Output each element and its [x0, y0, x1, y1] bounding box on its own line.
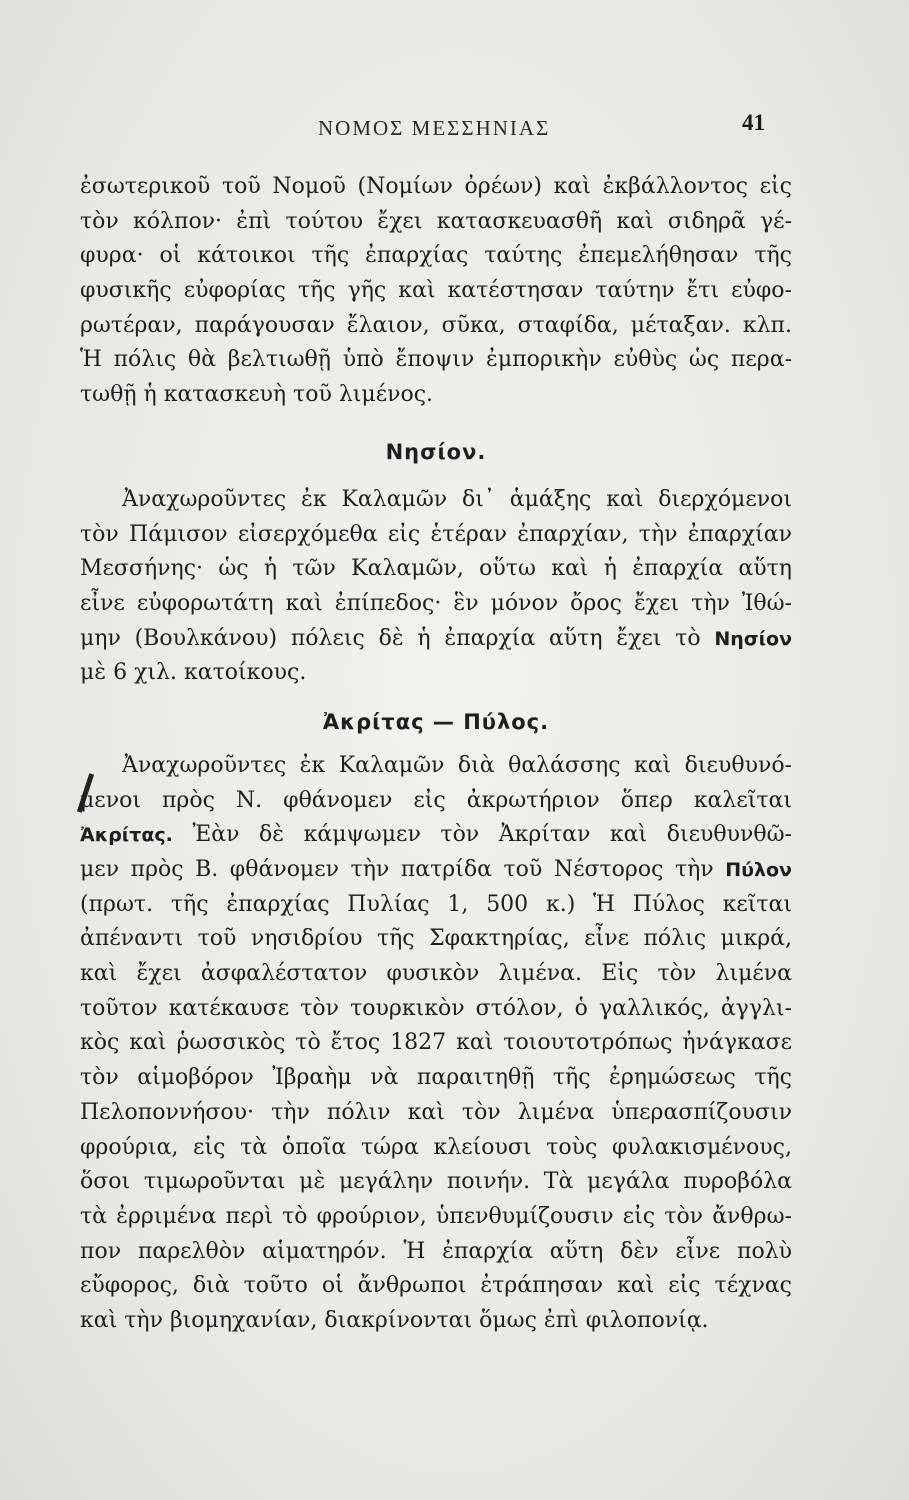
page-number: 41: [742, 110, 765, 135]
text-line: [80, 853, 792, 888]
text-line: ἐσωτερικοῦ τοῦ Νομοῦ (Νομίων ὀρέων) καὶ ἐκβάλλοντος εἰς: [80, 174, 792, 199]
text-line: μὲ 6 χιλ. κατοίκους.: [80, 660, 307, 686]
text-line: φυρα· οἱ κάτοικοι τῆς ἐπαρχίας ταύτης ἐπεμελήθησαν τῆς: [80, 243, 792, 269]
text-line: (πρωτ. τῆς ἐπαρχίας Πυλίας 1, 500 κ.) Ἡ Πύλος κεῖται: [80, 891, 792, 917]
text-line: φυσικῆς εὐφορίας τῆς γῆς καὶ κατέστησαν ταύτην ἔτι εὐφο-: [80, 278, 792, 304]
bold-place-name: Πύλον: [725, 859, 792, 881]
text-line: [80, 818, 792, 853]
paragraph-1: [80, 170, 792, 413]
text-line: πον παρελθὸν αἱματηρόν. Ἡ ἐπαρχία αὕτη δὲν εἶνε πολὺ: [80, 1238, 792, 1264]
text-line: [80, 622, 792, 657]
bold-place-name: Ἀκρίτας.: [80, 824, 173, 847]
text-line: τωθῇ ἡ κατασκευὴ τοῦ λιμένος.: [80, 382, 434, 408]
text-line: τὰ ἐρριμένα περὶ τὸ φρούριον, ὑπενθυμίζουσιν εἰς τὸν ἄνθρω-: [80, 1203, 792, 1229]
section-heading-nision: Νησίον.: [385, 439, 487, 464]
page-header: [0, 108, 909, 148]
text-line: Μεσσήνης· ὡς ἡ τῶν Καλαμῶν, οὕτω καὶ ἡ ἐπαρχία αὕτη: [80, 556, 792, 582]
text-line: ρωτέραν, παράγουσαν ἔλαιον, σῦκα, σταφίδα, μέταξαν. κλπ.: [80, 312, 792, 338]
text-line: τὸν αἱμοβόρον Ἰβραὴμ νὰ παραιτηθῇ τῆς ἐρημώσεως τῆς: [80, 1065, 792, 1091]
text-line: Ἡ πόλις θὰ βελτιωθῇ ὑπὸ ἔποψιν ἐμπορικὴν εὐθὺς ὡς περα-: [80, 347, 792, 373]
text-line: Ἀναχωροῦντες ἐκ Καλαμῶν διὰ θαλάσσης καὶ διευθυνό-: [122, 752, 792, 778]
text-line: εἶνε εὐφορωτάτη καὶ ἐπίπεδος· ἓν μόνον ὄρος ἔχει τὴν Ἰθώ-: [80, 590, 792, 616]
text-line: τὸν Πάμισον εἰσερχόμεθα εἰς ἑτέραν ἐπαρχίαν, τὴν ἐπαρχίαν: [80, 521, 792, 547]
text-line: τοῦτον κατέκαυσε τὸν τουρκικὸν στόλον, ὁ γαλλικός, ἀγγλι-: [80, 995, 792, 1021]
section-heading-akritas-pylos: Ἀκρίτας — Πύλος.: [322, 709, 550, 734]
text-line: μενοι πρὸς Ν. φθάνομεν εἰς ἀκρωτήριον ὅπερ καλεῖται: [80, 787, 792, 813]
text-line: κὸς καὶ ῥωσσικὸς τὸ ἔτος 1827 καὶ τοιουτοτρόπως ἠνάγκασε: [80, 1030, 792, 1056]
paragraph-2: [80, 483, 792, 691]
body-text: [80, 170, 792, 1339]
text-line: εὔφορος, διὰ τοῦτο οἱ ἄνθρωποι ἐτράπησαν καὶ εἰς τέχνας: [80, 1273, 792, 1299]
text-line: ἀπέναντι τοῦ νησιδρίου τῆς Σφακτηρίας, εἶνε πόλις μικρά,: [80, 926, 792, 952]
bold-place-name: Νησίον: [714, 627, 793, 650]
text-line: τὸν κόλπον· ἐπὶ τούτου ἔχει κατασκευασθῆ καὶ σιδηρᾶ γέ-: [80, 208, 792, 234]
text-line: καὶ τὴν βιομηχανίαν, διακρίνονται ὅμως ἐπὶ φιλοπονίᾳ.: [80, 1307, 709, 1333]
line-text: Ἐὰν δὲ κάμψωμεν τὸν Ἀκρίταν καὶ διευθυνθῶ-: [192, 822, 792, 848]
text-line: Ἀναχωροῦντες ἐκ Καλαμῶν δι᾽ ἁμάξης καὶ διερχόμενοι: [122, 486, 792, 512]
text-line: Πελοποννήσου· τὴν πόλιν καὶ τὸν λιμένα ὑπερασπίζουσιν: [80, 1099, 792, 1125]
running-head: ΝΟΜΟΣ ΜΕΣΣΗΝΙΑΣ: [318, 116, 551, 140]
text-line: ὅσοι τιμωροῦνται μὲ μεγάλην ποινήν. Τὰ μεγάλα πυροβόλα: [80, 1169, 792, 1195]
line-text: μεν πρὸς Β. φθάνομεν τὴν πατρίδα τοῦ Νέστορος τὴν: [80, 857, 714, 882]
paragraph-3: [80, 749, 792, 1339]
text-line: καὶ ἔχει ἀσφαλέστατον φυσικὸν λιμένα. Εἰς τὸν λιμένα: [80, 961, 792, 987]
line-text: μην (Βουλκάνου) πόλεις δὲ ἡ ἐπαρχία αὕτη ἔχει τὸ: [80, 625, 701, 651]
text-line: φρούρια, εἰς τὰ ὁποῖα τώρα κλείουσι τοὺς φυλακισμένους,: [80, 1134, 792, 1160]
